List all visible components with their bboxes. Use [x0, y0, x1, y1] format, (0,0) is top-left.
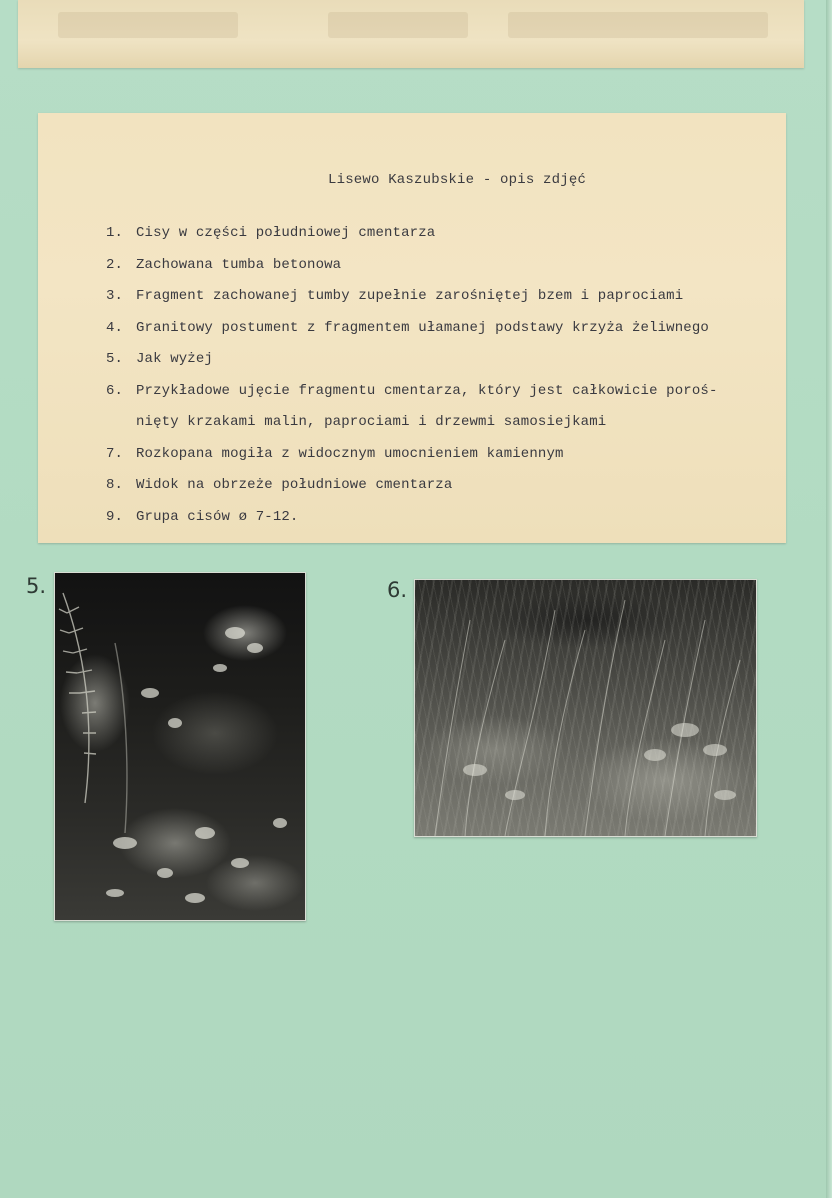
- list-item: [106, 439, 786, 471]
- list-item: [106, 502, 786, 534]
- item-number: 6.: [106, 382, 124, 399]
- list-item: [106, 250, 786, 282]
- list-item: [106, 313, 786, 345]
- item-text: Jak wyżej: [136, 351, 213, 367]
- item-text: Przykładowe ujęcie fragmentu cmentarza, który jest całkowicie poroś-: [136, 382, 718, 399]
- item-number: 5.: [106, 351, 124, 367]
- top-paper-strip: [18, 0, 804, 68]
- item-text-continuation: nięty krzakami malin, paprociami i drzewmi samosiejkami: [136, 414, 607, 430]
- item-number: 1.: [106, 225, 124, 241]
- photo-6-grass-ferns: [414, 579, 757, 837]
- photo-5-ferns-undergrowth: [54, 572, 306, 921]
- item-text: Widok na obrzeże południowe cmentarza: [136, 477, 453, 493]
- list-item: [106, 470, 786, 502]
- faded-stamp: [328, 12, 468, 38]
- item-number: 2.: [106, 256, 124, 273]
- faded-stamp: [508, 12, 768, 38]
- list-item: [106, 344, 786, 376]
- list-item: [106, 281, 786, 313]
- item-number: 3.: [106, 288, 124, 304]
- photo-6-vegetation: [415, 580, 756, 836]
- photo-6-label: 6.: [387, 578, 408, 602]
- list-item: [106, 218, 786, 250]
- item-text: Zachowana tumba betonowa: [136, 256, 342, 273]
- document-title: Lisewo Kaszubskie - opis zdjęć: [328, 172, 587, 188]
- photo-5-label: 5.: [26, 574, 47, 598]
- list-item: [106, 376, 786, 439]
- item-text: Cisy w części południowej cmentarza: [136, 225, 436, 241]
- item-number: 4.: [106, 319, 124, 336]
- faded-stamp: [58, 12, 238, 38]
- item-text: Fragment zachowanej tumby zupełnie zarośniętej bzem i paprociami: [136, 288, 684, 304]
- item-text: Rozkopana mogiła z widocznym umocnieniem kamiennym: [136, 445, 564, 462]
- caption-list: [106, 218, 786, 533]
- photo-5-foliage: [55, 573, 305, 920]
- item-text: Grupa cisów ø 7-12.: [136, 508, 299, 525]
- item-text: Granitowy postument z fragmentem ułamanej podstawy krzyża żeliwnego: [136, 319, 709, 336]
- item-number: 9.: [106, 508, 124, 525]
- board-edge: [826, 0, 832, 1198]
- item-number: 7.: [106, 445, 124, 462]
- item-number: 8.: [106, 477, 124, 493]
